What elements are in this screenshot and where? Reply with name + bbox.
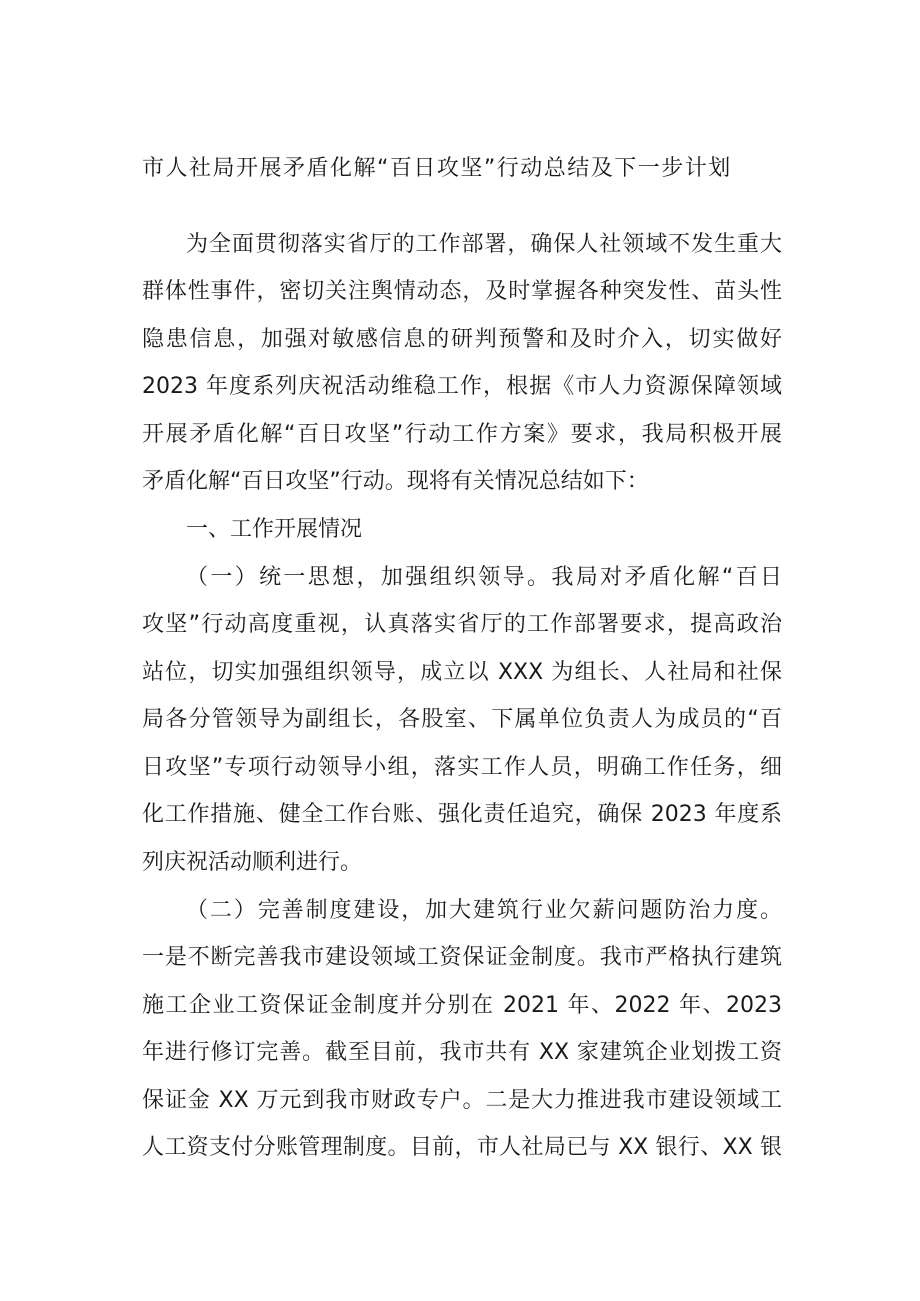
paragraph-line: 局各分管领导为副组长，各股室、下属单位负责人为成员的“百 xyxy=(142,707,782,732)
paragraph-line: 群体性事件，密切关注舆情动态，及时掌握各种突发性、苗头性 xyxy=(142,279,782,304)
paragraph-line: 攻坚”行动高度重视，认真落实省厅的工作部署要求，提高政治 xyxy=(142,612,782,637)
paragraph-line: （二）完善制度建设，加大建筑行业欠薪问题防治力度。 xyxy=(186,898,782,923)
paragraph-line: 矛盾化解“百日攻坚”行动。现将有关情况总结如下： xyxy=(142,469,649,494)
paragraph-line: 施工企业工资保证金制度并分别在 2021 年、2022 年、2023 xyxy=(142,993,782,1018)
paragraph-line: 2023 年度系列庆祝活动维稳工作，根据《市人力资源保障领域 xyxy=(142,374,782,399)
paragraph-line: 列庆祝活动顺利进行。 xyxy=(142,850,363,875)
paragraph-line: 日攻坚”专项行动领导小组，落实工作人员，明确工作任务，细 xyxy=(142,755,782,780)
paragraph-line: 化工作措施、健全工作台账、强化责任追究，确保 2023 年度系 xyxy=(142,802,782,827)
paragraph-line: 为全面贯彻落实省厅的工作部署，确保人社领域不发生重大 xyxy=(186,232,782,257)
paragraph-line: 人工资支付分账管理制度。目前，市人社局已与 XX 银行、XX 银 xyxy=(142,1135,782,1160)
document-title: 市人社局开展矛盾化解“百日攻坚”行动总结及下一步计划 xyxy=(142,156,732,181)
paragraph-line: 年进行修订完善。截至目前，我市共有 XX 家建筑企业划拨工资 xyxy=(142,1040,782,1065)
paragraph-line: 一是不断完善我市建设领域工资保证金制度。我市严格执行建筑 xyxy=(142,945,782,970)
paragraph-line: 开展矛盾化解“百日攻坚”行动工作方案》要求，我局积极开展 xyxy=(142,422,783,447)
section-heading: 一、工作开展情况 xyxy=(186,517,363,542)
paragraph-line: 隐患信息，加强对敏感信息的研判预警和及时介入，切实做好 xyxy=(142,327,782,352)
paragraph-line: 保证金 XX 万元到我市财政专户。二是大力推进我市建设领域工 xyxy=(142,1088,782,1113)
paragraph-line: （一）统一思想，加强组织领导。我局对矛盾化解“百日 xyxy=(186,565,782,590)
paragraph-line: 站位，切实加强组织领导，成立以 XXX 为组长、人社局和社保 xyxy=(142,660,782,685)
